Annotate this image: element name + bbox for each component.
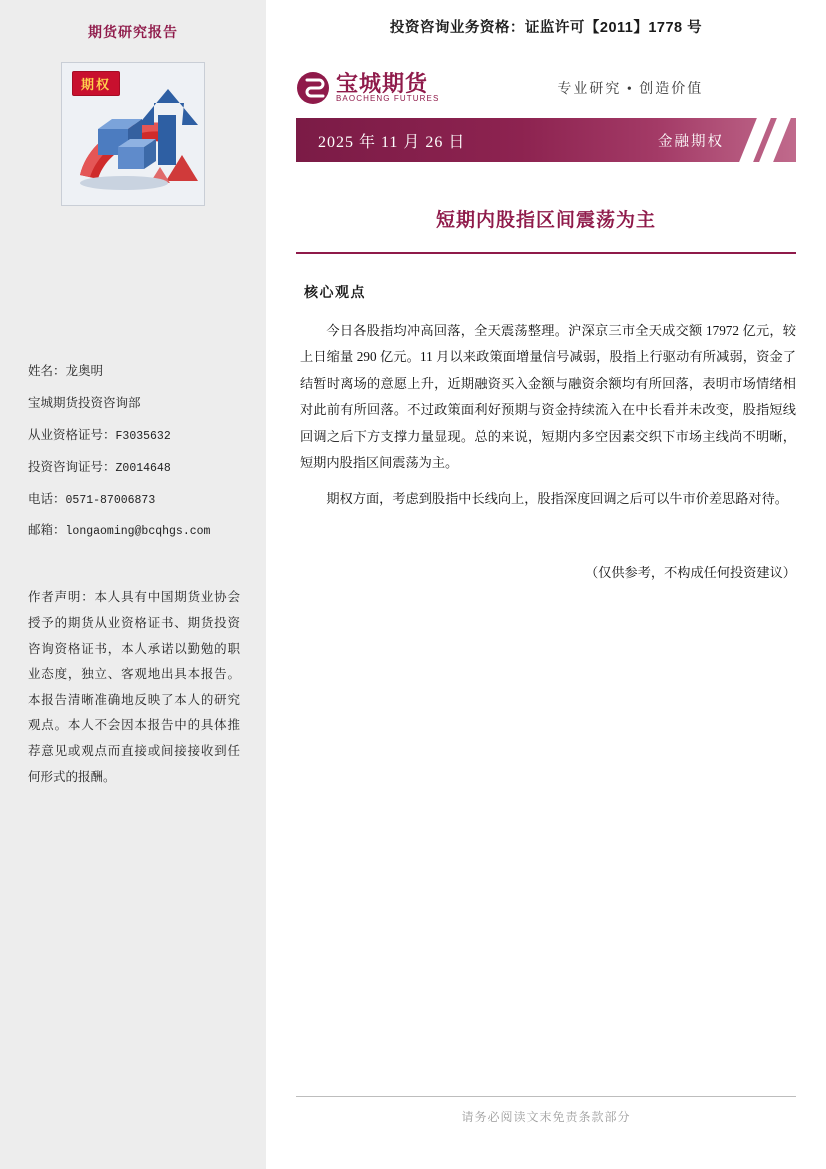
- footer-divider: [296, 1096, 796, 1097]
- report-date: 2025 年 11 月 26 日: [318, 134, 466, 151]
- phone-label: 电话：: [28, 491, 66, 506]
- page-title: 短期内股指区间震荡为主: [435, 210, 656, 231]
- practice-license-row: [28, 420, 266, 452]
- sidebar: [0, 0, 266, 1169]
- consulting-license-value: Z0014648: [115, 461, 171, 475]
- baocheng-logo-icon: [296, 71, 330, 105]
- logo-name-en: BAOCHENG FUTURES: [336, 94, 440, 104]
- consulting-license-row: [28, 452, 266, 484]
- practice-license-value: F3035632: [115, 429, 171, 443]
- title-divider: [296, 252, 796, 254]
- date-category-bar: [296, 118, 796, 162]
- body-content: [300, 318, 796, 523]
- report-category: 金融期权: [658, 134, 724, 150]
- section-heading-core-view: 核心观点: [304, 286, 366, 301]
- phone-value: 0571-87006873: [65, 493, 156, 507]
- author-name-row: [28, 356, 266, 388]
- author-info-block: [28, 356, 266, 547]
- department-row: [28, 388, 266, 420]
- phone-row: [28, 484, 266, 516]
- logo-wordmark: [336, 72, 439, 103]
- practice-license-label: 从业资格证号：: [28, 427, 116, 442]
- author-name-label: 姓名：: [28, 364, 66, 378]
- department-value: 宝城期货投资咨询部: [28, 395, 141, 410]
- report-type-label: 期货研究报告: [88, 24, 178, 40]
- consulting-license-label: 投资咨询证号：: [28, 459, 116, 474]
- cover-badge-label: 期权: [72, 71, 120, 96]
- author-name-value: 龙奥明: [65, 364, 104, 378]
- cover-illustration: [61, 62, 205, 206]
- company-slogan: 专业研究 • 创造价值: [557, 82, 704, 97]
- paragraph-2: 期权方面，考虑到股指中长线向上，股指深度回调之后可以牛市价差思路对待。: [326, 491, 788, 507]
- author-declaration: 作者声明：本人具有中国期货业协会授予的期货从业资格证书、期货投资咨询资格证书，本人承诺以勤勉的职业态度，独立、客观地出具本报告。本报告清晰准确地反映了本人的研究观点。本人不会因本报告中的具体推荐意见或观点而直接或间接接收到任何形式的报酬。: [28, 590, 240, 784]
- email-value: longaoming@bcqhgs.com: [65, 525, 211, 539]
- paragraph-1: 今日各股指均冲高回落，全天震荡整理。沪深京三市全天成交额 17972 亿元，较上日缩量 290 亿元。11 月以来政策面增量信号减弱，股指上行驱动有所减弱，资金了结暂时离场的意愿上升，近期融资买入金额与融资余额均有所回落，表明市场情绪相对此前有所回落。不过政策面利好预期与资金持续流入在中长看并未改变，股指短线回调之后下方支撑力量显现。总的来说，短期内多空因素交织下市场主线尚不明晰，短期内股指区间震荡为主。: [300, 323, 796, 471]
- company-logo: [296, 71, 439, 105]
- qualification-statement: 投资咨询业务资格：证监许可【2011】1778 号: [389, 20, 703, 36]
- footer-disclaimer: 请务必阅读文末免责条款部分: [461, 1110, 631, 1124]
- logo-name-cn: 宝城期货: [336, 71, 429, 97]
- advisory-note: （仅供参考，不构成任何投资建议）: [585, 565, 796, 580]
- email-label: 邮箱：: [28, 523, 66, 538]
- email-row: [28, 515, 266, 547]
- brand-bar: [296, 62, 796, 114]
